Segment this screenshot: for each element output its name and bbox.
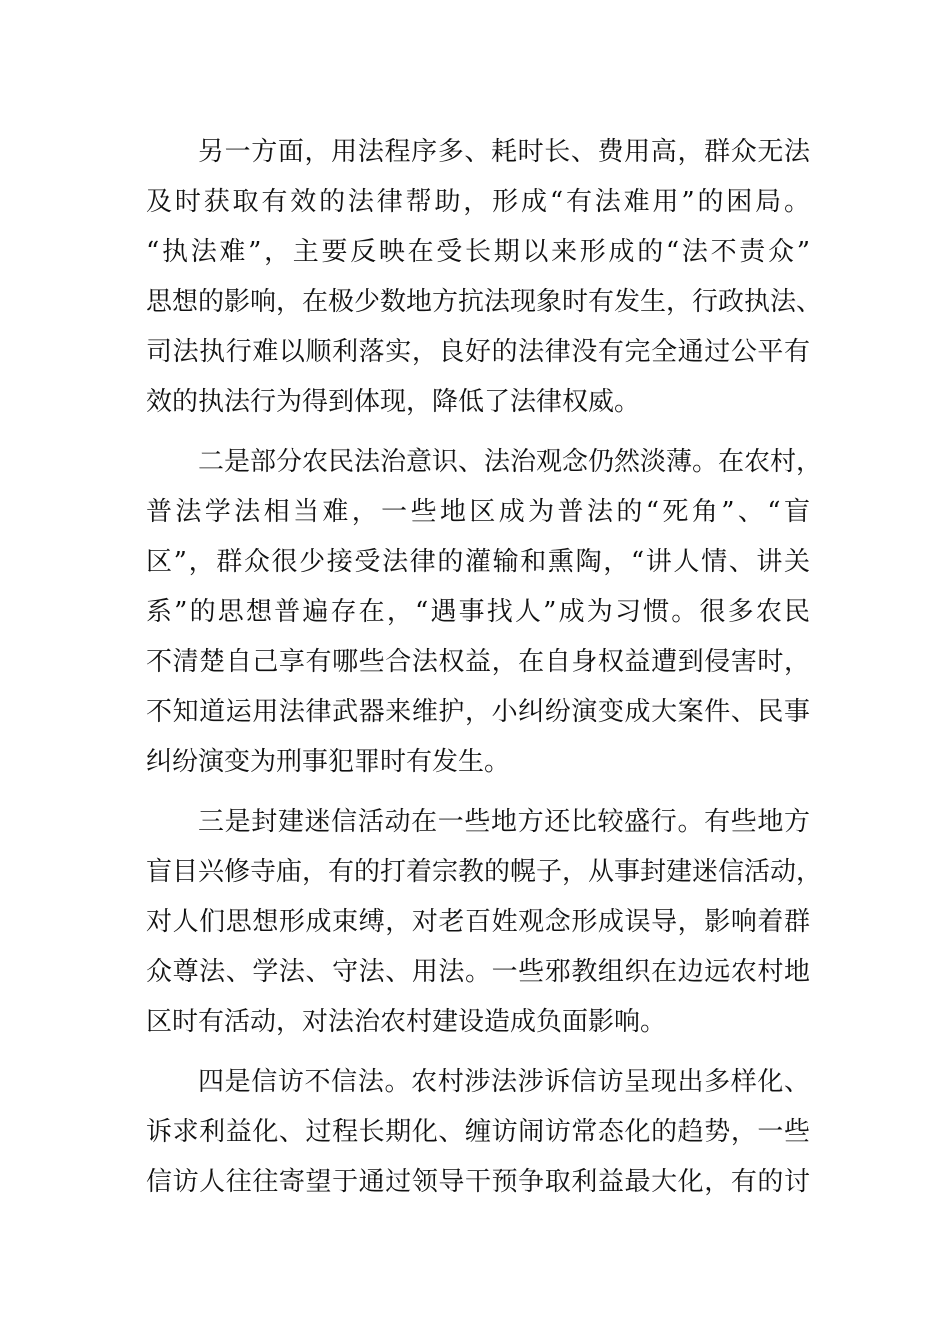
text-line: “执法难”，主要反映在受长期以来形成的“法不责众” xyxy=(146,237,810,267)
text-line: 诉求利益化、过程长期化、缠访闹访常态化的趋势，一些 xyxy=(146,1117,810,1147)
text-line: 系”的思想普遍存在，“遇事找人”成为习惯。很多农民 xyxy=(146,597,810,627)
text-line: 二是部分农民法治意识、法治观念仍然淡薄。在农村， xyxy=(198,447,823,477)
text-line: 另一方面，用法程序多、耗时长、费用高，群众无法 xyxy=(198,137,810,167)
text-line: 众尊法、学法、守法、用法。一些邪教组织在边远农村地 xyxy=(146,957,810,987)
text-line: 及时获取有效的法律帮助，形成“有法难用”的困局。 xyxy=(146,187,810,217)
text-line: 区时有活动，对法治农村建设造成负面影响。 xyxy=(146,1007,667,1037)
text-line: 盲目兴修寺庙，有的打着宗教的幌子，从事封建迷信活动， xyxy=(146,857,823,887)
text-line: 对人们思想形成束缚，对老百姓观念形成误导，影响着群 xyxy=(146,907,810,937)
text-line: 不清楚自己享有哪些合法权益，在自身权益遭到侵害时， xyxy=(146,647,810,677)
text-line: 四是信访不信法。农村涉法涉诉信访呈现出多样化、 xyxy=(198,1067,810,1097)
text-line: 区”，群众很少接受法律的灌输和熏陶，“讲人情、讲关 xyxy=(146,547,810,577)
text-line: 三是封建迷信活动在一些地方还比较盛行。有些地方 xyxy=(198,807,810,837)
text-line: 思想的影响，在极少数地方抗法现象时有发生，行政执法、 xyxy=(146,287,823,317)
text-line: 不知道运用法律武器来维护，小纠纷演变成大案件、民事 xyxy=(146,697,810,727)
text-line: 信访人往往寄望于通过领导干预争取利益最大化，有的讨 xyxy=(146,1167,810,1197)
text-line: 普法学法相当难，一些地区成为普法的“死角”、“盲 xyxy=(146,497,810,527)
text-line: 纠纷演变为刑事犯罪时有发生。 xyxy=(146,747,511,777)
text-line: 效的执法行为得到体现，降低了法律权威。 xyxy=(146,387,641,417)
text-line: 司法执行难以顺利落实，良好的法律没有完全通过公平有 xyxy=(146,337,810,367)
